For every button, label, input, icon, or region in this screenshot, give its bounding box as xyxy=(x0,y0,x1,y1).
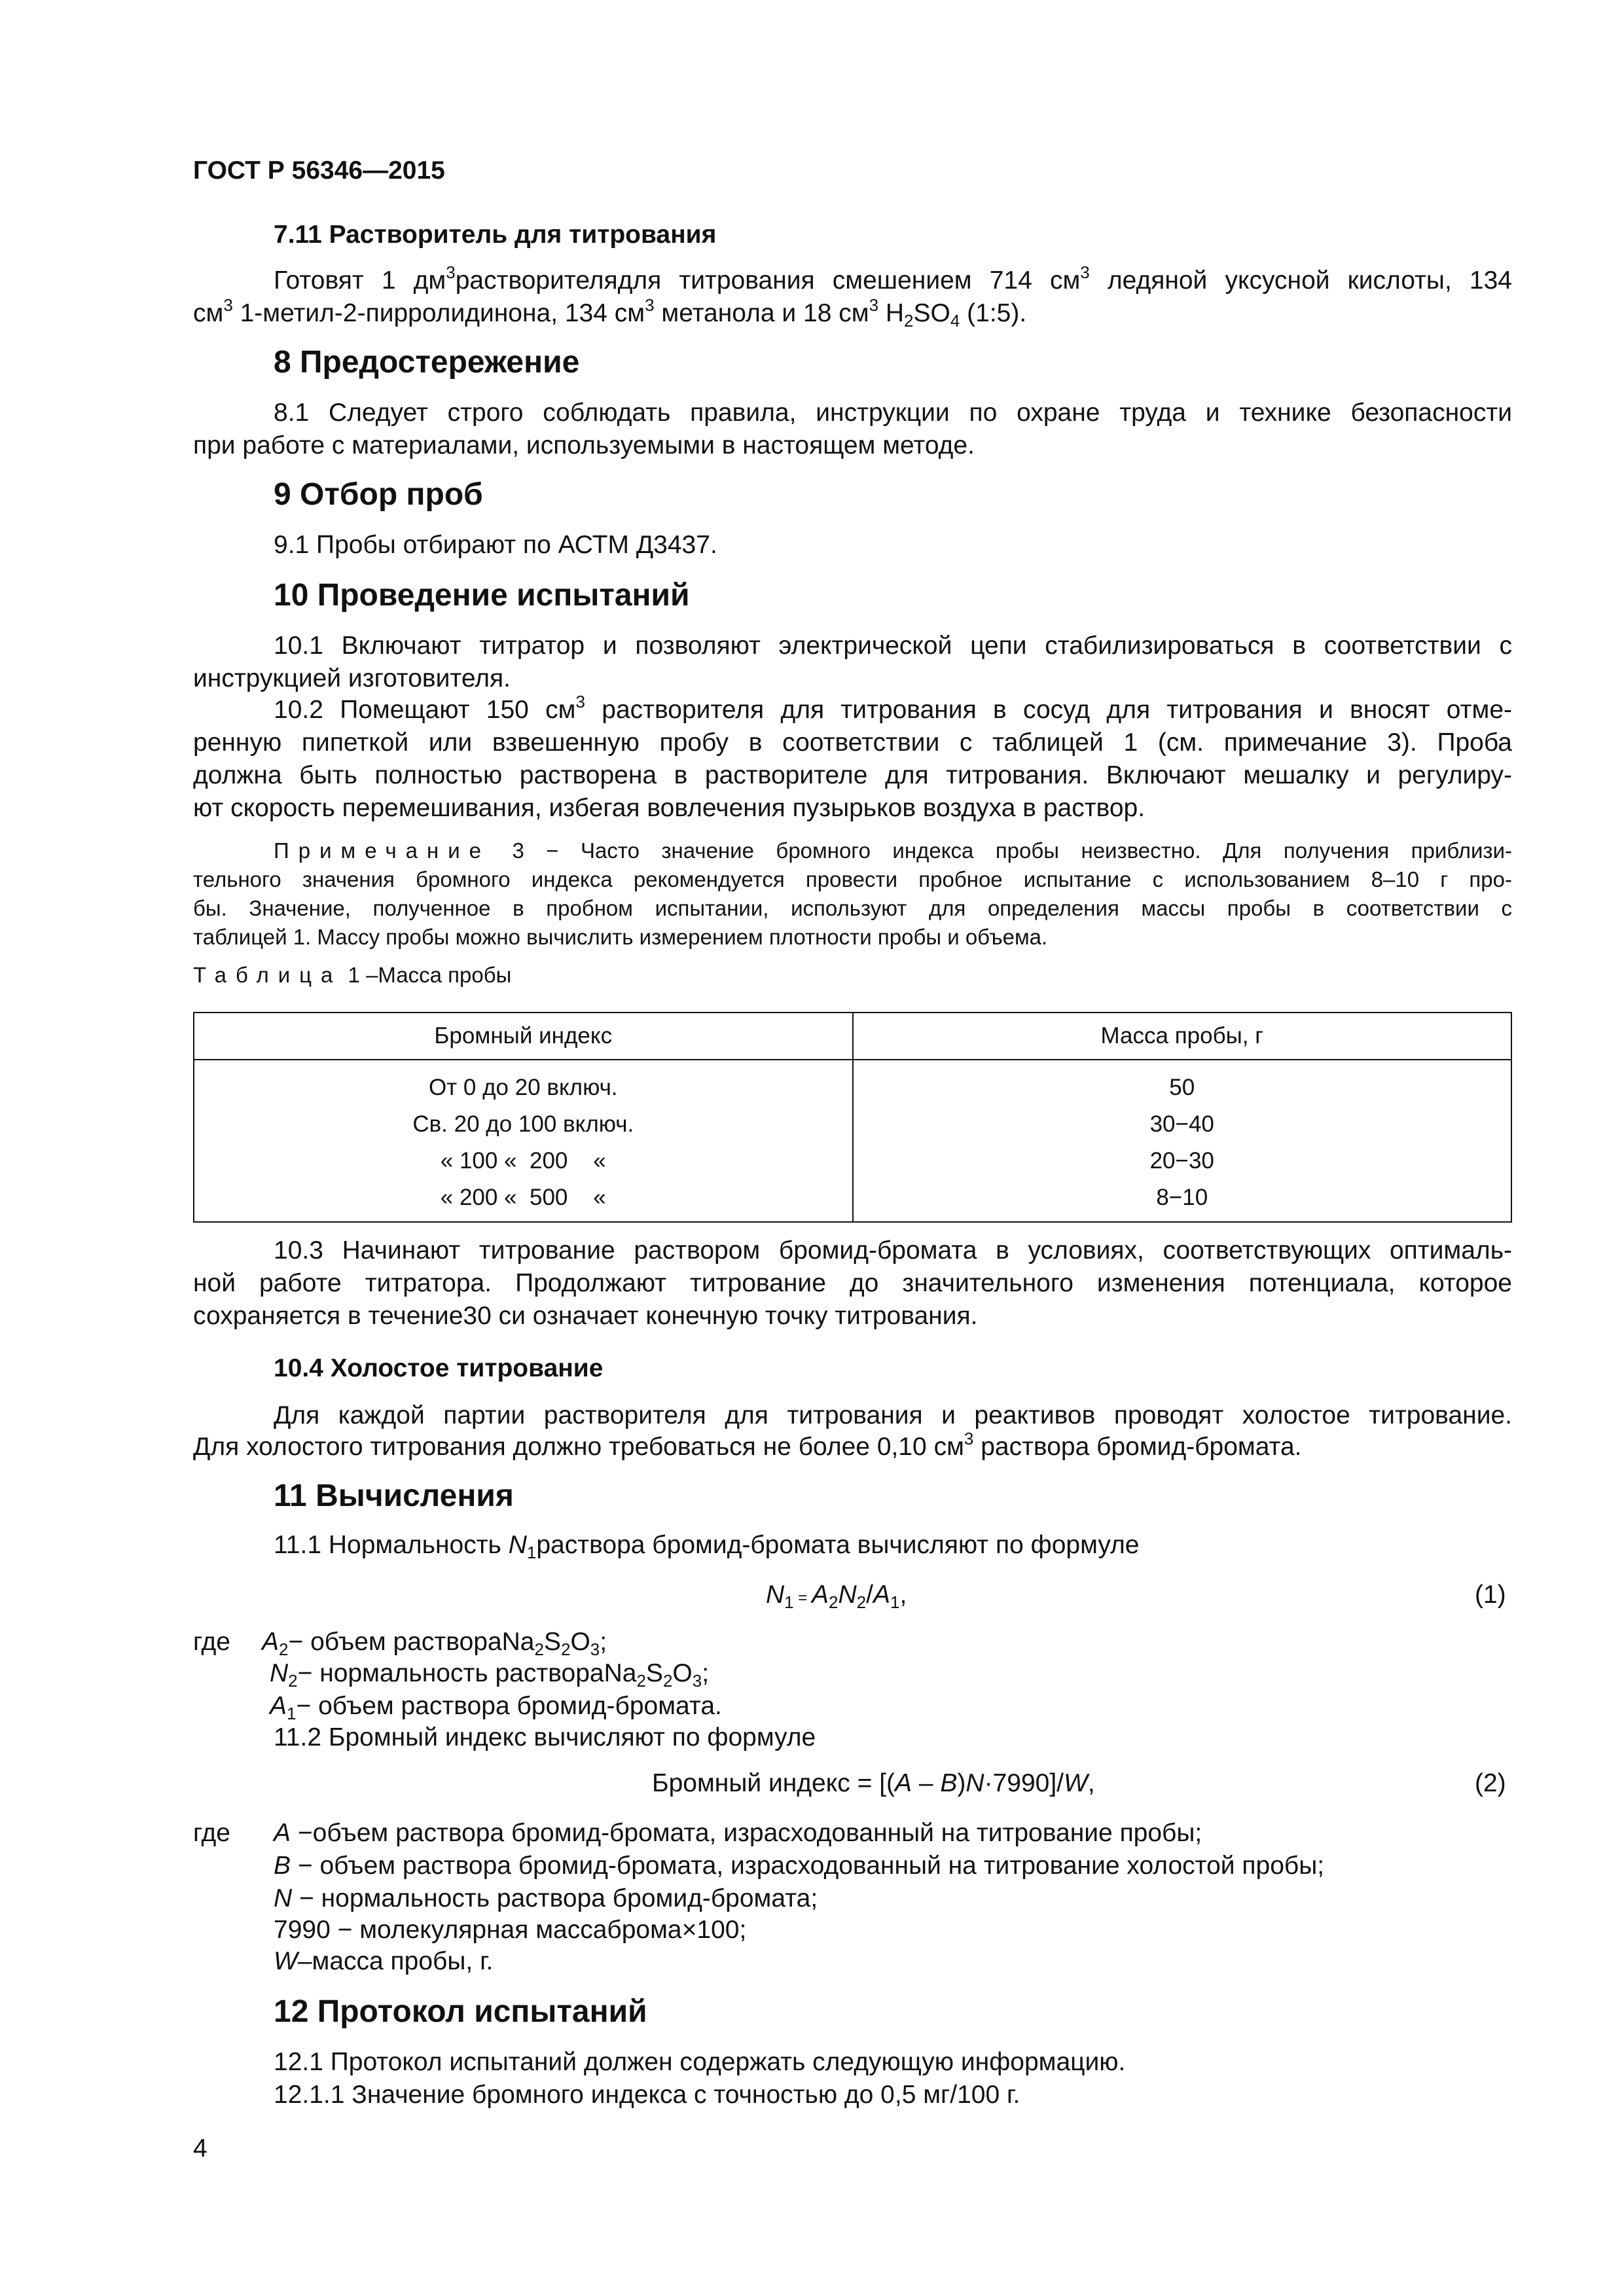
page-number: 4 xyxy=(193,2134,208,2162)
table-cell: 50 xyxy=(1169,1075,1195,1100)
where-label-2: где xyxy=(193,1819,230,1847)
section-10-3-line-1: 10.3 Начинают титрование раствором бромид-бромата в условиях, соответствующих оптималь- xyxy=(274,1236,1512,1265)
section-11-title: 11 Вычисления xyxy=(274,1479,514,1513)
table-1-caption: Таблица 1 –Масса пробы xyxy=(193,963,512,987)
table-header-bromine-index: Бромный индекс xyxy=(194,1013,853,1060)
definition-7990: 7990 − молекулярная массаброма×100; xyxy=(274,1916,747,1944)
section-11-2-text: 11.2 Бромный индекс вычисляют по формуле xyxy=(274,1723,816,1751)
definition-a1: $A_1-$ объем раствора бромид-бромата. xyxy=(270,1692,722,1723)
table-column-bromine-index xyxy=(194,1060,853,1222)
section-7-11-line-2: $см^3$ 1-метил-2-пирролидинона, 134 $см^3$ метанола и 18 $см^3$ $H_2SO_4$ (1:5). xyxy=(193,295,1027,331)
section-9-title: 9 Отбор проб xyxy=(274,477,483,512)
section-10-2-line-4: ют скорость перемешивания, избегая вовлечения пузырьков воздуха в раствор. xyxy=(193,794,1146,822)
definition-w: W–масса пробы, г. xyxy=(274,1947,494,1975)
equation-2: Бромный индекс = [(A – B)N·7990]/W, xyxy=(652,1769,1095,1797)
section-10-2-line-2: ренную пипеткой или взвешенную пробу в соответствии с таблицей 1 (см. примечание 3). Проба xyxy=(193,728,1512,757)
table-cell: 8−10 xyxy=(1156,1185,1208,1210)
table-cell: « 200 « 500 « xyxy=(440,1185,606,1210)
table-cell: « 100 « 200 « xyxy=(440,1148,606,1174)
note-3-line-1: Примечание 3 − Часто значение бромного индекса пробы неизвестно. Для получения приблизи- xyxy=(274,838,1512,863)
document-code: ГОСТ Р 56346—2015 xyxy=(193,156,445,185)
equation-1: $N_1 = A_2N_2/A_1$, xyxy=(766,1581,907,1612)
table-1 xyxy=(193,1012,1512,1223)
definition-b: B − объем раствора бромид-бромата, израсходованный на титрование холостой пробы; xyxy=(274,1852,1325,1880)
table-cell: 20−30 xyxy=(1149,1148,1214,1174)
section-12-title: 12 Протокол испытаний xyxy=(274,1994,647,2029)
section-12-1-1-text: 12.1.1 Значение бромного индекса с точностью до 0,5 мг/100 г. xyxy=(274,2081,1020,2109)
section-10-4-line-2: Для холостого титрования должно требоваться не более 0,10 $см^3$ раствора бромид-бромата. xyxy=(193,1429,1302,1461)
equation-2-number: (2) xyxy=(1475,1769,1506,1797)
section-8-title: 8 Предостережение xyxy=(274,345,580,380)
section-11-1-text: 11.1 Нормальность $N_1раствора$ бромид-бромата вычисляют по формуле xyxy=(274,1531,1140,1562)
note-3-line-4: таблицей 1. Массу пробы можно вычислить измерением плотности пробы и объема. xyxy=(193,925,1048,949)
equation-1-number: (1) xyxy=(1475,1581,1506,1609)
section-10-3-line-3: сохраняется в течение30 си означает конечную точку титрования. xyxy=(193,1302,978,1330)
definition-a2: $A_2-$ объем $раствораNa_2S_2O_3$; xyxy=(262,1628,607,1659)
table-cell: 30−40 xyxy=(1149,1111,1214,1137)
section-10-2-line-1: 10.2 Помещают 150 $см^3$ растворителя для титрования в сосуд для титрования и вносят отме- xyxy=(274,692,1512,724)
section-7-11-title: 7.11 Растворитель для титрования xyxy=(274,221,717,249)
section-10-4-title: 10.4 Холостое титрование xyxy=(274,1354,604,1382)
section-8-line-1: 8.1 Следует строго соблюдать правила, инструкции по охране труда и технике безопасности xyxy=(274,399,1512,427)
table-column-sample-mass xyxy=(853,1060,1512,1222)
section-7-11-line-1: Готовят 1 $дм^3растворителядля$ титрования смешением 714 $см^3$ ледяной уксусной кислоты, 134 xyxy=(274,262,1512,295)
section-9-text: 9.1 Пробы отбирают по АСТМ Д3437. xyxy=(274,531,717,559)
section-10-1-line-2: инструкцией изготовителя. xyxy=(193,664,511,692)
where-label-1: где xyxy=(193,1628,230,1656)
table-header-sample-mass: Масса пробы, г xyxy=(853,1013,1512,1060)
section-10-title: 10 Проведение испытаний xyxy=(274,578,690,613)
table-cell: От 0 до 20 включ. xyxy=(428,1075,618,1100)
section-10-4-line-1: Для каждой партии растворителя для титрования и реактивов проводят холостое титрование. xyxy=(274,1401,1512,1429)
note-3-line-3: бы. Значение, полученное в пробном испытании, используют для определения массы пробы в соответствии с xyxy=(193,896,1512,920)
definition-a: A −объем раствора бромид-бромата, израсходованный на титрование пробы; xyxy=(274,1819,1202,1847)
definition-n2: $N_2-$ нормальность $раствораNa_2S_2O_3$; xyxy=(270,1659,710,1691)
section-8-line-2: при работе с материалами, используемыми в настоящем методе. xyxy=(193,431,975,459)
section-10-3-line-2: ной работе титратора. Продолжают титрование до значительного изменения потенциала, которое xyxy=(193,1269,1512,1297)
table-cell: Св. 20 до 100 включ. xyxy=(412,1111,634,1137)
section-10-1-line-1: 10.1 Включают титратор и позволяют электрической цепи стабилизироваться в соответствии с xyxy=(274,632,1512,660)
section-10-2-line-3: должна быть полностью растворена в растворителе для титрования. Включают мешалку и регулиру- xyxy=(193,761,1512,789)
section-12-1-text: 12.1 Протокол испытаний должен содержать следующую информацию. xyxy=(274,2048,1126,2076)
definition-n: N − нормальность раствора бромид-бромата; xyxy=(274,1884,818,1912)
note-3-line-2: тельного значения бромного индекса рекомендуется провести пробное испытание с использованием 8–10 г про- xyxy=(193,867,1512,891)
